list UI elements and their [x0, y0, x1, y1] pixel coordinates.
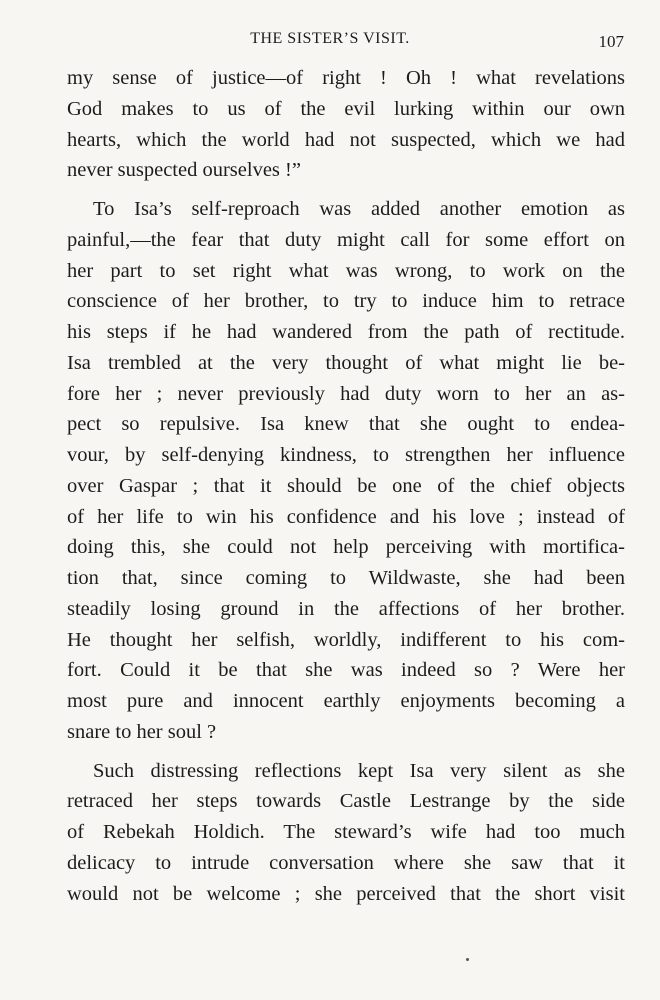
text-line: Such distressing reflections kept Isa very silent as she: [93, 759, 625, 782]
text-line: snare to her soul ?: [67, 720, 217, 743]
text-line: never suspected ourselves !”: [67, 159, 301, 182]
paragraph-gap: [67, 748, 625, 756]
text-line: God makes to us of the evil lurking within our own: [67, 97, 625, 120]
text-line: my sense of justice—of right ! Oh ! what revelations: [67, 67, 625, 89]
running-head: [0, 30, 660, 54]
text-line: fort. Could it be that she was indeed so ? Were her: [67, 659, 625, 682]
text-line: over Gaspar ; that it should be one of the chief objects: [67, 474, 625, 497]
text-line: would not be welcome ; she perceived that the short visit: [67, 882, 625, 905]
paragraph-gap: [67, 186, 625, 194]
text-line: fore her ; never previously had duty worn to her an as-: [67, 382, 625, 405]
text-line: tion that, since coming to Wildwaste, she had been: [67, 567, 625, 589]
paragraph: [67, 756, 625, 910]
text-line: pect so repulsive. Isa knew that she ought to endea-: [67, 413, 625, 436]
text-line: retraced her steps towards Castle Lestrange by the side: [67, 790, 625, 813]
body-text: [67, 63, 625, 909]
text-line: hearts, which the world had not suspected, which we had: [67, 128, 625, 151]
paragraph: [67, 194, 625, 748]
text-line: Isa trembled at the very thought of what might lie be-: [67, 351, 625, 374]
text-line: conscience of her brother, to try to induce him to retrace: [67, 290, 625, 313]
text-line: steadily losing ground in the affections of her brother.: [67, 597, 625, 620]
text-line: her part to set right what was wrong, to work on the: [67, 259, 625, 282]
text-line: of Rebekah Holdich. The steward’s wife had too much: [67, 821, 625, 843]
text-line: doing this, she could not help perceiving with mortifica-: [67, 536, 625, 559]
text-line: painful,—the fear that duty might call for some effort on: [67, 228, 625, 251]
text-line: vour, by self-denying kindness, to strengthen her influence: [67, 444, 625, 466]
text-line: delicacy to intrude conversation where she saw that it: [67, 851, 625, 874]
paragraph: [67, 63, 625, 186]
text-line: He thought her selfish, worldly, indifferent to his com-: [67, 628, 625, 651]
running-title: THE SISTER’S VISIT.: [250, 30, 410, 47]
page-speck: [466, 958, 469, 961]
text-line: most pure and innocent earthly enjoyments becoming a: [67, 690, 625, 712]
page-number: 107: [598, 32, 624, 51]
text-line: of her life to win his confidence and his love ; instead of: [67, 505, 625, 528]
text-line: To Isa’s self-reproach was added another emotion as: [93, 198, 625, 220]
text-line: his steps if he had wandered from the path of rectitude.: [67, 321, 625, 343]
